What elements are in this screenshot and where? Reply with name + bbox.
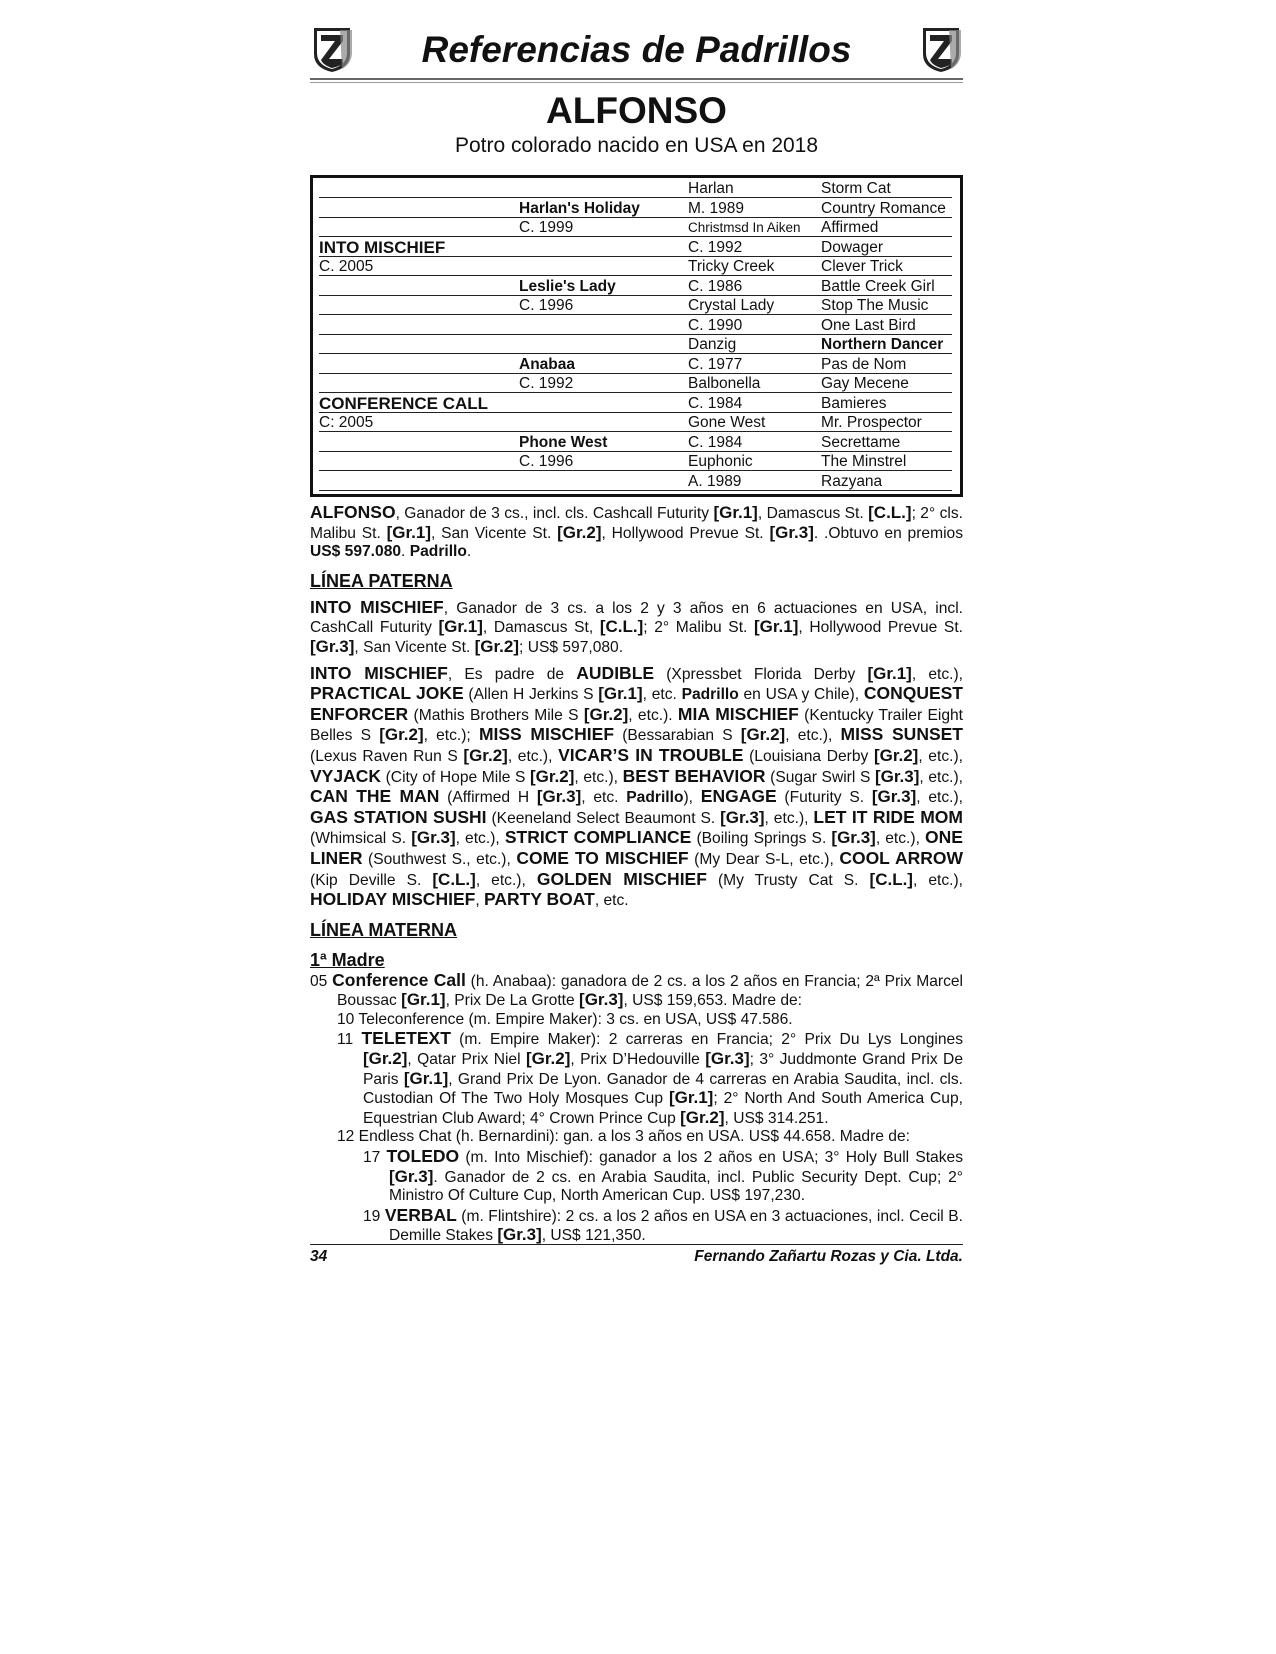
pedigree-cell: The Minstrel: [821, 453, 907, 470]
pedigree-row: [319, 257, 952, 276]
section-linea-materna: LÍNEA MATERNA: [310, 919, 457, 940]
produce-record: 12 Endless Chat (h. Bernardini): gan. a los 3 años en USA. US$ 44.658. Madre de:: [337, 1128, 910, 1146]
footer-company: Fernando Zañartu Rozas y Cia. Ltda.: [694, 1248, 963, 1265]
pedigree-cell: Anabaa: [519, 355, 575, 373]
section-primera-madre: 1ª Madre: [310, 949, 385, 970]
pedigree-cell: Harlan's Holiday: [519, 199, 640, 217]
pedigree-cell: Razyana: [821, 472, 883, 490]
page-number: 34: [310, 1248, 328, 1265]
pedigree-cell: Balbonella: [688, 375, 761, 392]
pedigree-cell: C. 1990: [688, 316, 743, 334]
pedigree-row: [319, 335, 952, 354]
page-footer: [310, 1244, 963, 1269]
pedigree-cell: Country Romance: [821, 199, 946, 217]
sire-offspring: INTO MISCHIEF, Es padre de AUDIBLE (Xpressbet Florida Derby [Gr.1], etc.), PRACTICAL JOKE (Allen H Jerkins S [Gr.1], etc. Padrillo en USA y Chile), CONQUEST ENFORCER (Mathis Brothers Mile S [Gr.2], etc.). MIA MISCHIEF (Kentucky Trailer Eight Belles S [Gr.2], etc.); MISS MISCHIEF (Bessarabian S [Gr.2], etc.), MISS SUNSET (Lexus Raven Run S [Gr.2], etc.), VICAR’S IN TROUBLE (Louisiana Derby [Gr.2], etc.), VYJACK (City of Hope Mile S [Gr.2], etc.), BEST BEHAVIOR (Sugar Swirl S [Gr.3], etc.), CAN THE MAN (Affirmed H [Gr.3], etc. Padrillo), ENGAGE (Futurity S. [Gr.3], etc.), GAS STATION SUSHI (Keeneland Select Beaumont S. [Gr.3], etc.), LET IT RIDE MOM (Whimsical S. [Gr.3], etc.), STRICT COMPLIANCE (Boiling Springs S. [Gr.3], etc.), ONE LINER (Southwest S., etc.), COME TO MISCHIEF (My Dear S-L, etc.), COOL ARROW (Kip Deville S. [C.L.], etc.), GOLDEN MISCHIEF (My Trusty Cat S. [C.L.], etc.), HOLIDAY MISCHIEF, PARTY BOAT, etc.: [310, 662, 964, 910]
pedigree-cell: C. 1992: [688, 238, 743, 256]
pedigree-cell: C. 1984: [688, 394, 743, 412]
pedigree-cell: One Last Bird: [821, 316, 916, 334]
pedigree-cell: Tricky Creek: [688, 258, 775, 275]
pedigree-cell: Harlan: [688, 180, 734, 197]
pedigree-cell: C. 1986: [688, 277, 743, 295]
pedigree-row: [319, 296, 952, 315]
pedigree-cell: Christmsd In Aiken: [688, 220, 801, 235]
dam-record: 05 Conference Call (h. Anabaa): ganadora de 2 cs. a los 2 años en Francia; 2ª Prix Marcel Boussac [Gr.1], Prix De La Grotte [Gr.3], US$ 159,653. Madre de:: [310, 969, 964, 1010]
pedigree-row: [319, 374, 952, 393]
pedigree-cell: Bamieres: [821, 394, 887, 412]
pedigree-row: [319, 433, 952, 452]
pedigree-cell: C. 1984: [688, 433, 743, 451]
header-title: Referencias de Padrillos: [421, 29, 852, 70]
pedigree-row: [319, 277, 952, 296]
pedigree-row: [319, 238, 952, 257]
header-rule: [310, 78, 963, 80]
pedigree-row: [319, 316, 952, 335]
horse-name: ALFONSO: [546, 90, 727, 131]
produce-record: 17 TOLEDO (m. Into Mischief): ganador a los 2 años en USA; 3° Holy Bull Stakes [Gr.3]. Ganador de 2 cs. en Arabia Saudita, incl. Public Security Dept. Cup; 2° Ministro Of Culture Cup, North American Cup. US$ 197,230.: [363, 1146, 963, 1205]
header-rule: [310, 82, 963, 83]
pedigree-row: [319, 179, 952, 198]
pedigree-cell: Gone West: [688, 414, 766, 431]
pedigree-cell: C. 1977: [688, 355, 743, 373]
pedigree-table: [310, 175, 963, 497]
pedigree-cell: Gay Mecene: [821, 375, 909, 392]
pedigree-cell: A. 1989: [688, 472, 742, 490]
pedigree-cell: C. 1992: [519, 375, 574, 392]
pedigree-cell: Danzig: [688, 336, 737, 353]
sire-record: INTO MISCHIEF, Ganador de 3 cs. a los 2 y 3 años en 6 actuaciones en USA, incl. CashCall Futurity [Gr.1], Damascus St, [C.L.]; 2° Malibu St. [Gr.1], Hollywood Prevue St. [Gr.3], San Vicente St. [Gr.2]; US$ 597,080.: [310, 596, 963, 656]
pedigree-cell: C. 1996: [519, 297, 574, 314]
horse-summary: ALFONSO, Ganador de 3 cs., incl. cls. Cashcall Futurity [Gr.1], Damascus St. [C.L.]; 2° cls. Malibu St. [Gr.1], San Vicente St. [Gr.2], Hollywood Prevue St. [Gr.3]. .Obtuvo en premios US$ 597.080. Padrillo.: [310, 502, 964, 561]
pedigree-cell: CONFERENCE CALL: [319, 393, 489, 413]
pedigree-cell: Leslie's Lady: [519, 277, 616, 295]
section-linea-paterna: LÍNEA PATERNA: [310, 570, 453, 591]
pedigree-cell: Northern Dancer: [821, 336, 944, 353]
pedigree-row: [319, 199, 952, 218]
pedigree-row: [319, 413, 952, 432]
pedigree-row: [319, 218, 952, 237]
pedigree-row: [319, 394, 952, 413]
pedigree-cell: Phone West: [519, 433, 608, 451]
produce-record: 10 Teleconference (m. Empire Maker): 3 cs. en USA, US$ 47.586.: [337, 1010, 793, 1028]
page: [310, 22, 963, 1246]
pedigree-row: [319, 355, 952, 374]
horse-description: Potro colorado nacido en USA en 2018: [454, 134, 819, 157]
pedigree-cell: Affirmed: [821, 219, 879, 236]
pedigree-cell: C. 2005: [319, 258, 374, 275]
pedigree-cell: C. 1996: [519, 453, 574, 470]
pedigree-cell: Battle Creek Girl: [821, 277, 935, 295]
zr-shield-logo-icon: [919, 24, 963, 74]
pedigree-cell: Storm Cat: [821, 180, 891, 197]
pedigree-cell: Euphonic: [688, 453, 753, 470]
pedigree-cell: Stop The Music: [821, 297, 929, 314]
pedigree-cell: M. 1989: [688, 199, 745, 217]
pedigree-cell: C: 2005: [319, 414, 374, 431]
pedigree-cell: C. 1999: [519, 219, 574, 236]
pedigree-cell: INTO MISCHIEF: [319, 237, 446, 257]
pedigree-cell: Mr. Prospector: [821, 414, 922, 431]
pedigree-cell: Dowager: [821, 238, 884, 256]
pedigree-row: [319, 472, 952, 491]
pedigree-row: [319, 452, 952, 471]
produce-record: 11 TELETEXT (m. Empire Maker): 2 carreras en Francia; 2° Prix Du Lys Longines [Gr.2], Qatar Prix Niel [Gr.2], Prix D’Hedouville [Gr.3]; 3° Juddmonte Grand Prix De Paris [Gr.1], Grand Prix De Lyon. Ganador de 4 carreras en Arabia Saudita, incl. cls. Custodian Of The Two Holy Mosques Cup [Gr.1]; 2° North And South America Cup, Equestrian Club Award; 4° Crown Prince Cup [Gr.2], US$ 314.251.: [337, 1028, 963, 1127]
pedigree-cell: Pas de Nom: [821, 355, 907, 373]
pedigree-cell: Clever Trick: [821, 258, 903, 275]
pedigree-cell: Crystal Lady: [688, 297, 775, 314]
produce-record: 19 VERBAL (m. Flintshire): 2 cs. a los 2 años en USA en 3 actuaciones, incl. Cecil B. Demille Stakes [Gr.3], US$ 121,350.: [363, 1204, 963, 1245]
zr-shield-logo-icon: [310, 24, 354, 74]
pedigree-cell: Secrettame: [821, 433, 901, 451]
